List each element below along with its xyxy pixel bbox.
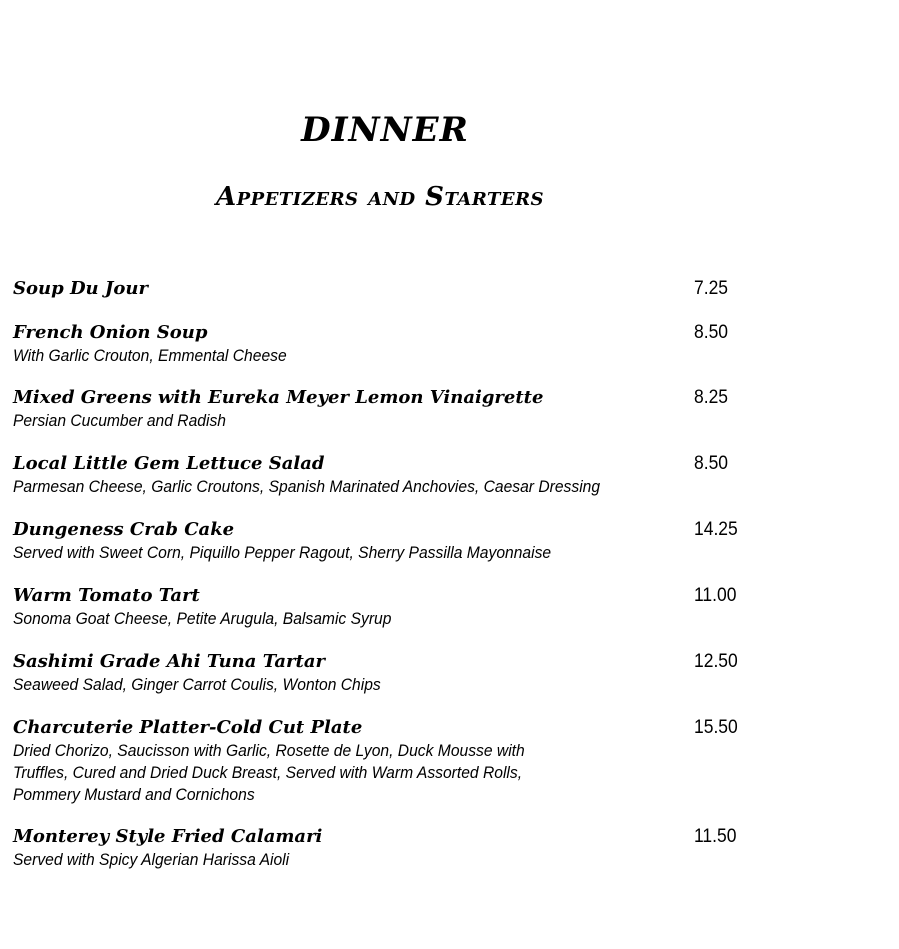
menu-item [13, 584, 873, 630]
item-description-line: Pommery Mustard and Cornichons [13, 785, 255, 804]
menu-item [13, 452, 873, 498]
item-name: Dungeness Crab Cake [13, 519, 235, 540]
menu-item [13, 321, 873, 367]
item-price: 12.50 [694, 651, 738, 672]
item-price: 14.25 [694, 519, 738, 540]
item-price: 11.50 [694, 826, 737, 847]
menu-item [13, 716, 873, 806]
item-description: Persian Cucumber and Radish [13, 411, 226, 430]
item-description: Served with Sweet Corn, Piquillo Pepper Ragout, Sherry Passilla Mayonnaise [13, 543, 552, 562]
menu-item [13, 650, 873, 696]
menu-item [13, 386, 873, 432]
menu-item [13, 518, 873, 564]
item-description: Parmesan Cheese, Garlic Croutons, Spanish Marinated Anchovies, Caesar Dressing [13, 477, 601, 496]
item-name: Warm Tomato Tart [13, 585, 200, 606]
menu-item [13, 825, 873, 871]
item-price: 11.00 [694, 585, 737, 606]
item-name: Soup Du Jour [13, 278, 148, 299]
item-name: Sashimi Grade Ahi Tuna Tartar [13, 651, 325, 672]
item-name: Mixed Greens with Eureka Meyer Lemon Vinaigrette [13, 387, 544, 408]
item-description-line: Dried Chorizo, Saucisson with Garlic, Rosette de Lyon, Duck Mousse with [13, 741, 525, 760]
item-name: French Onion Soup [13, 322, 208, 343]
item-description-line: Truffles, Cured and Dried Duck Breast, Served with Warm Assorted Rolls, [13, 763, 523, 782]
item-name: Monterey Style Fried Calamari [13, 826, 323, 847]
item-description: With Garlic Crouton, Emmental Cheese [13, 346, 287, 365]
menu-item [13, 277, 873, 301]
item-name: Charcuterie Platter-Cold Cut Plate [13, 717, 363, 738]
item-price: 8.25 [694, 387, 729, 408]
item-price: 15.50 [694, 717, 738, 738]
item-name: Local Little Gem Lettuce Salad [13, 453, 325, 474]
menu-title: DINNER [301, 110, 469, 150]
item-description: Seaweed Salad, Ginger Carrot Coulis, Wonton Chips [13, 675, 381, 694]
item-price: 8.50 [694, 453, 729, 474]
item-description: Sonoma Goat Cheese, Petite Arugula, Balsamic Syrup [13, 609, 392, 628]
item-price: 8.50 [694, 322, 729, 343]
item-description: Served with Spicy Algerian Harissa Aioli [13, 850, 290, 869]
section-heading: Appetizers and Starters [215, 182, 545, 212]
item-price: 7.25 [694, 278, 729, 299]
